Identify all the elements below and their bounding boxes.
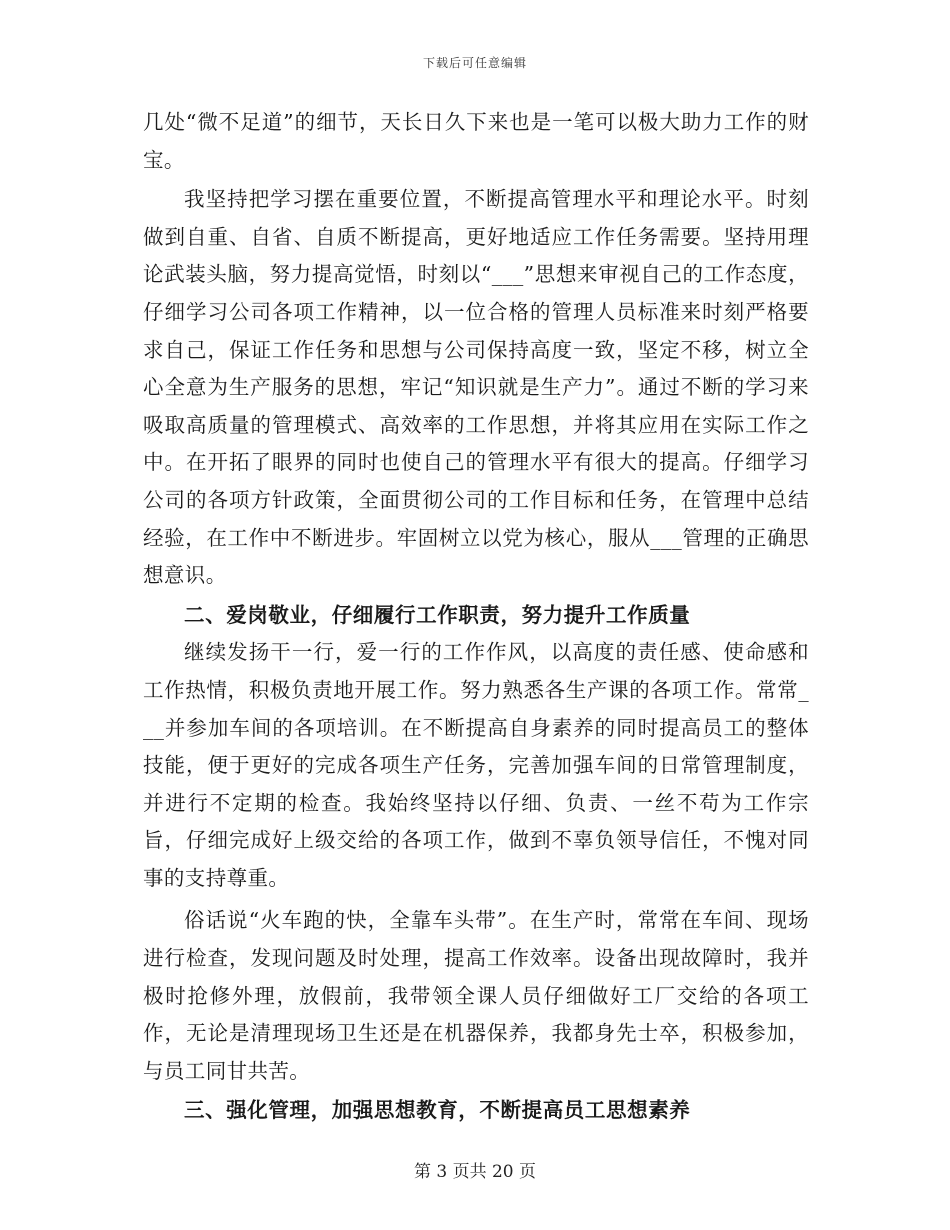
page-number: 第 3 页共 20 页 (413, 1162, 537, 1182)
paragraph-continuation: 几处“微不足道”的细节，天长日久下来也是一笔可以极大助力工作的财宝。 (143, 110, 809, 172)
paragraph-study: 我坚持把学习摆在重要位置，不断提高管理水平和理论水平。时刻做到自重、自省、自质不断提高，更好地适应工作任务需要。坚持用理论武装头脑，努力提高觉悟，时刻以“___”思想来审视自己的工作态度，仔细学习公司各项工作精神，以一位合格的管理人员标准来时刻严格要求自己，保证工作任务和思想与公司保持高度一致，坚定不移，树立全心全意为生产服务的思想，牢记“知识就是生产力”。通过不断的学习来吸取高质量的管理模式、高效率的工作思想，并将其应用在实际工作之中。在开拓了眼界的同时也使自己的管理水平有很大的提高。仔细学习公司的各项方针政策，全面贯彻公司的工作目标和任务，在管理中总结经验，在工作中不断进步。牢固树立以党为核心，服从___管理的正确思想意识。 (143, 187, 809, 588)
document-body (143, 104, 809, 1130)
section-heading-3: 三、强化管理，加强思想教育，不断提高员工思想素养 (184, 1098, 691, 1123)
paragraph-work-style: 继续发扬干一行，爱一行的工作作风，以高度的责任感、使命感和工作热情，积极负责地开展工作。努力熟悉各生产课的各项工作。常常___并参加车间的各项培训。在不断提高自身素养的同时提高员工的整体技能，便于更好的完成各项生产任务，完善加强车间的日常管理制度，并进行不定期的检查。我始终坚持以仔细、负责、一丝不苟为工作宗旨，仔细完成好上级交给的各项工作，做到不辜负领导信任，不愧对同事的支持尊重。 (143, 640, 809, 890)
section-heading-2: 二、爱岗敬业，仔细履行工作职责，努力提升工作质量 (184, 602, 691, 627)
header-note: 下载后可任意编辑 (422, 56, 527, 70)
paragraph-proverb: 俗话说“火车跑的快，全靠车头带”。在生产时，常常在车间、现场进行检查，发现问题及时处理，提高工作效率。设备出现故障时，我并极时抢修外理，放假前，我带领全课人员仔细做好工厂交给的各项工作，无论是清理现场卫生还是在机器保养，我都身先士卒，积极参加，与员工同甘共苦。 (143, 908, 809, 1083)
